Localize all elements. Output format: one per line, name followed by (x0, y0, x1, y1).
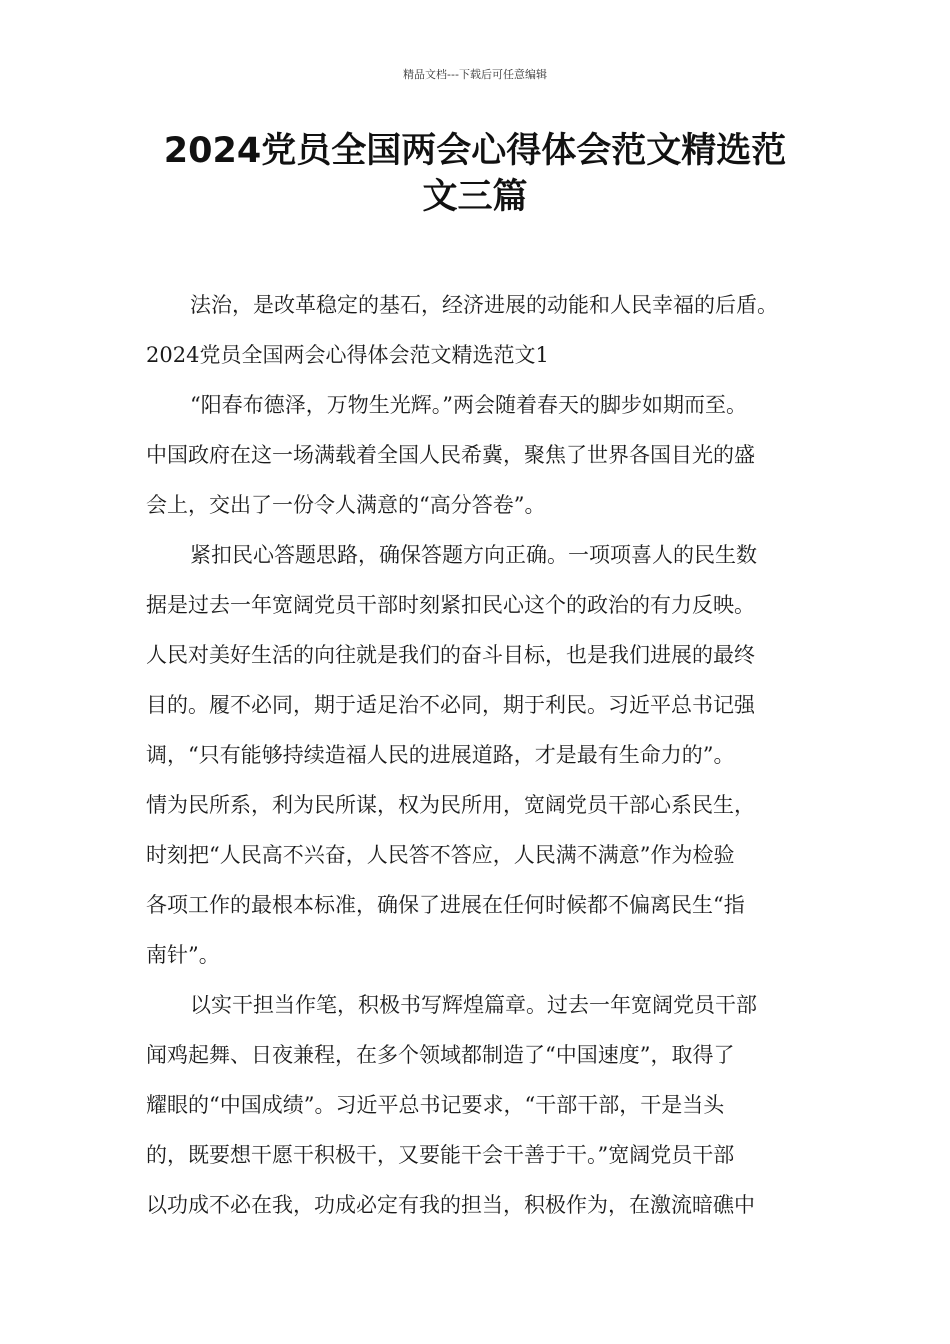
document-title (130, 128, 820, 220)
body-line: 2024党员全国两会心得体会范文精选范文1 (146, 343, 549, 367)
body-line: 会上，交出了一份令人满意的“高分答卷”。 (146, 493, 546, 517)
document-body (146, 280, 810, 1230)
body-line: 紧扣民心答题思路，确保答题方向正确。一项项喜人的民生数 (190, 543, 757, 567)
body-line: “阳春布德泽，万物生光辉。”两会随着春天的脚步如期而至。 (190, 393, 747, 417)
body-line: 情为民所系，利为民所谋，权为民所用，宽阔党员干部心系民生， (146, 793, 755, 817)
title-line-2: 文三篇 (422, 177, 528, 217)
body-line: 目的。履不必同，期于适足治不必同，期于利民。习近平总书记强 (146, 693, 755, 717)
body-line: 据是过去一年宽阔党员干部时刻紧扣民心这个的政治的有力反映。 (146, 593, 755, 617)
body-line: 法治，是改革稳定的基石，经济进展的动能和人民幸福的后盾。 (190, 293, 778, 317)
body-line: 南针”。 (146, 943, 220, 967)
body-line: 中国政府在这一场满载着全国人民希冀，聚焦了世界各国目光的盛 (146, 443, 755, 467)
title-line-1: 2024党员全国两会心得体会范文精选范 (163, 131, 787, 171)
body-line: 各项工作的最根本标准，确保了进展在任何时候都不偏离民生“指 (146, 893, 745, 917)
body-line: 调，“只有能够持续造福人民的进展道路，才是最有生命力的”。 (146, 743, 735, 767)
page-header: 精品文档---下载后可任意编辑 (403, 68, 547, 81)
body-line: 人民对美好生活的向往就是我们的奋斗目标，也是我们进展的最终 (146, 643, 755, 667)
body-line: 耀眼的“中国成绩”。习近平总书记要求，“干部干部，干是当头 (146, 1093, 725, 1117)
body-line: 闻鸡起舞、日夜兼程，在多个领域都制造了“中国速度”，取得了 (146, 1043, 735, 1067)
body-line: 以功成不必在我，功成必定有我的担当，积极作为，在激流暗礁中 (146, 1193, 755, 1217)
body-line: 的，既要想干愿干积极干，又要能干会干善于干。”宽阔党员干部 (146, 1143, 735, 1167)
body-line: 以实干担当作笔，积极书写辉煌篇章。过去一年宽阔党员干部 (190, 993, 757, 1017)
body-line: 时刻把“人民高不兴奋，人民答不答应，人民满不满意”作为检验 (146, 843, 735, 867)
